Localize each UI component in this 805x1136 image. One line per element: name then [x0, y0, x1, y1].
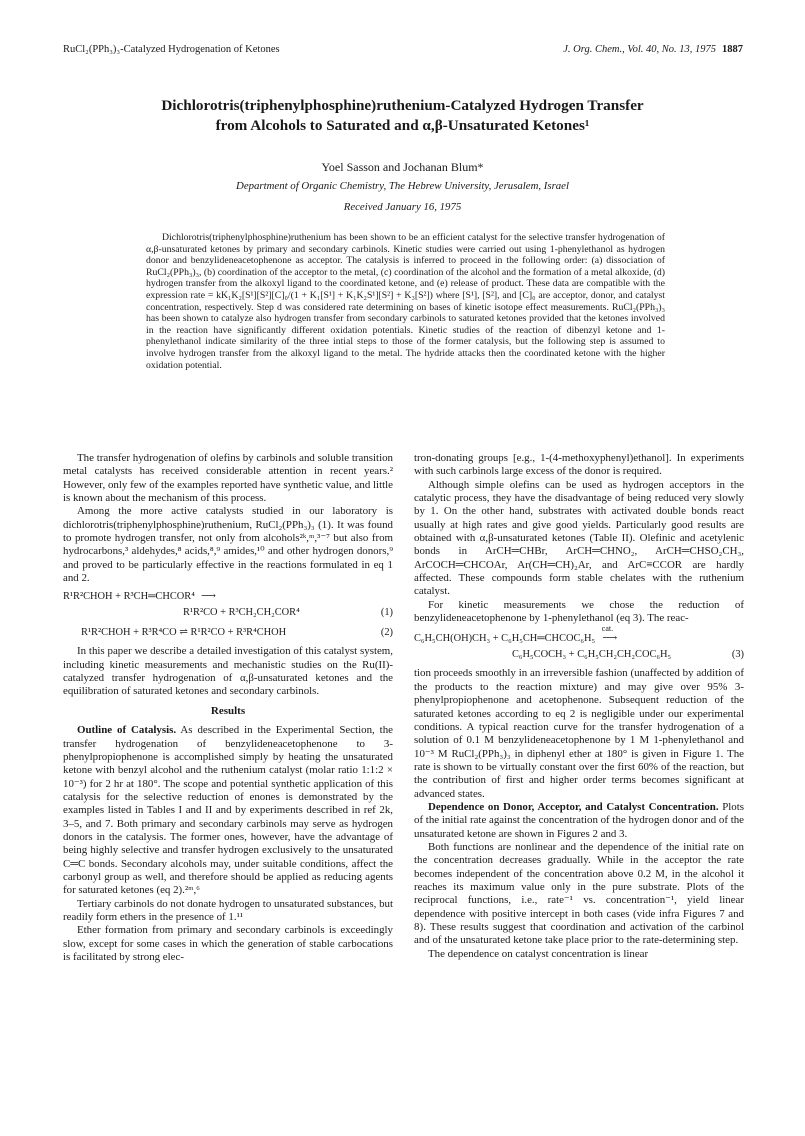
journal-citation: J. Org. Chem., Vol. 40, No. 13, 1975 1887: [563, 44, 743, 55]
runin-heading: Outline of Catalysis.: [77, 724, 177, 737]
section-heading-results: Results: [210, 704, 246, 717]
paragraph: Both functions are nonlinear and the dependence of the initial rate on the concentration decreases gradually. While in the acceptor the rate becomes independent of the concentration above 0.2 M, in the alcohol it reaches its maximum value only in the pure substrate. Plots of the reciprocal functions, i.e., rate⁻¹ vs. concentration⁻¹, yield linear dependence with positive intercept in both cases (vide infra Figures 7 and 8). These results suggest that coordination and activation of the carbinol and of the unsaturated ketone take place prior to the rate-determining step.: [414, 840, 744, 947]
equation-3: C₆H₅CH(OH)CH₃ + C₆H₅CH═CHCOC₆H₅ cat. ⟶ C₆H₅COCH₃ + C₆H₅CH₂CH₂COC₆H₅ (3): [414, 631, 744, 663]
running-title: RuCl₂(PPh₃)₃-Catalyzed Hydrogenation of Ketones: [63, 44, 280, 55]
paragraph: Tertiary carbinols do not donate hydrogen to unsaturated substances, but readily form ethers in the presence of 1.¹¹: [63, 897, 393, 923]
equation-number: (1): [380, 607, 393, 619]
paragraph: For kinetic measurements we chose the reduction of benzylideneacetophenone by 1-phenylethanol (eq 3). The reac-: [414, 598, 744, 625]
article-title: Dichlorotris(triphenylphosphine)ruthenium-Catalyzed Hydrogen Transfer from Alcohols to Saturated and α,β-Unsaturated Ketones¹: [161, 97, 644, 134]
paragraph: tron-donating groups [e.g., 1-(4-methoxyphenyl)ethanol]. In experiments with such carbinols large excess of the donor is required.: [414, 452, 744, 478]
received-date: Received January 16, 1975: [343, 201, 462, 213]
equation-2: R¹R²CHOH + R³R⁴CO ⇌ R¹R²CO + R³R⁴CHOH (2): [63, 625, 393, 641]
runin-heading: Dependence on Donor, Acceptor, and Catalyst Concentration.: [428, 800, 719, 813]
abstract: Dichlorotris(triphenylphosphine)ruthenium has been shown to be an efficient catalyst for the selective transfer hydrogenation of α,β-unsaturated ketones by primary and secondary carbinols. Kinetic studies were carried out using 1-phenylethanol as hydrogen donor and benzylideneacetophenone as acceptor. The catalysis is inferred to proceed in the following order: (a) dissociation of RuCl₂(PPh₃)₃, (b) coordination of the acceptor to the metal, (c) coordination of the alcohol and the formation of a metal alkoxide, (d) hydrogen transfer from the alkoxyl ligand to the coordinated ketone, and (e) release of product. These data are compatible with the expression rate = kK₁K₂[S¹][S²][C]₀/(1 + K₁[S¹] + K₁K₂S¹][S²] + K₃[S²]) where [S¹], [S²], and [C]₀ are acceptor, donor, and catalyst concentration, respectively. Step d was considered rate determining on bases of kinetic isotope effect measurements. RuCl₂(PPh₃)₃ has been shown to catalyze also hydrogen transfer from secondary carbinols to saturated ketones provided that the ketones involved in the reaction have significantly different oxidation potentials. Kinetic studies of the reaction of dibenzyl ketone and 1-phenylethanol indicate similarity of the three intial steps to those of the former catalysis, but the following step is assumed to involve hydrogen transfer from the alkoxyl ligand to the metal. The hydride attacks then the coordinated ketone with the higher oxidation potential.: [146, 232, 665, 371]
equation-number: (3): [731, 649, 744, 661]
paragraph: Dependence on Donor, Acceptor, and Catalyst Concentration. Plots of the initial rate against the concentration of the hydrogen donor and of the unsaturated ketone are shown in Figures 2 and 3.: [414, 800, 744, 840]
paragraph: Ether formation from primary and secondary carbinols is exceedingly slow, except for some cases in which the generation of stable carbocations is facilitated by strong elec-: [63, 924, 393, 963]
authors: Yoel Sasson and Jochanan Blum*: [321, 160, 484, 174]
left-column: [63, 452, 393, 964]
equation-number: (2): [380, 627, 393, 639]
equation-1: R¹R²CHOH + R³CH═CHCOR⁴ ⟶ R¹R²CO + R³CH₂CH₂COR⁴ (1): [63, 589, 393, 621]
paragraph: Outline of Catalysis. As described in the Experimental Section, the transfer hydrogenation of benzylideneacetophenone to 3-phenylpropiophenone is accomplished simply by heating the unsaturated ketone with benzyl alcohol and the ruthenium catalyst (molar ratio 1:1:2 × 10⁻³) for 2 hr at 180°. The scope and potential synthetic application of this catalysis for the selective reduction of enones is demonstrated by the examples listed in Tables I and II and by experiments described in ref 2k, 3–5, and 7. Both primary and secondary carbinols may serve as hydrogen donors in the catalysis. The former ones, however, have the advantage of being highly selective and transfer hydrogen exclusively to the unsaturated C═C bonds. Secondary alcohols may, under suitable conditions, affect the carbonyl group as well, and therefore should be applied as reducing agents for saturated ketones (eq 2).²ᵐ,⁶: [63, 724, 393, 897]
running-header: [63, 44, 743, 60]
paragraph: The dependence on catalyst concentration is linear: [428, 947, 649, 960]
page-number: 1887: [722, 44, 743, 55]
paragraph: In this paper we describe a detailed investigation of this catalyst system, including kinetic measurements and mechanistic studies on the Ru(II)-catalyzed transfer hydrogenation of α,β-unsaturated ketones and the equilibration of saturated ketones and secondary carbinols.: [63, 645, 393, 698]
paragraph: Although simple olefins can be used as hydrogen acceptors in the catalytic process, they have the disadvantage of being reduced very slowly by 1. On the other hand, substrates with activated double bonds react usually at high rates and give good yields. Particularly good results are obtained with α,β-unsaturated ketones (Table II). Olefinic and acetylenic bonds in ArCH═CHBr, ArCH═CHNO₂, ArCH═CHSO₂CH₃, ArCOCH═CHCOAr, Ar(CH═CH)₂Ar, and ArC≡CCOR are hardly affected. These compounds form stable chelates with the ruthenium catalyst.: [414, 478, 744, 598]
paragraph: Among the more active catalysts studied in our laboratory is dichlorotris(triphenylphosphine)ruthenium, RuCl₂(PPh₃)₃ (1). It was found to promote hydrogen transfer, not only from alcohols²ᵏ,ᵐ,³⁻⁷ but also from hydrocarbons,³ aldehydes,⁸ acids,⁸,⁹ amides,¹⁰ and other hydrogen donors,⁹ and proved to be particularly effective in the reactions formulated in eq 1 and 2.: [63, 505, 393, 585]
affiliation: Department of Organic Chemistry, The Hebrew University, Jerusalem, Israel: [236, 180, 569, 192]
right-column: [414, 452, 744, 961]
paragraph: The transfer hydrogenation of olefins by carbinols and soluble transition metal catalysts has received considerable attention in recent years.² However, only few of the examples reported have synthetic value, and little is known about the mechanism of this process.: [63, 452, 393, 505]
paragraph: tion proceeds smoothly in an irreversible fashion (unaffected by addition of the products to the reaction mixture) and may give over 95% 3-phenylpropiophenone and acetophenone. Subsequent reduction of the saturated ketones according to eq 2 is negligible under our experimental conditions. A typical reaction curve for the transfer hydrogenation of a solution of 0.1 M benzylideneacetophenone by 1 M 1-phenylethanol and 10⁻³ M RuCl₂(PPh₃)₃ in diphenyl ether at 180° is given in Figure 1. The rate is shown to be virtually constant over the first 60% of the reaction, but the contribution of first and higher order terms becomes significant at advanced states.: [414, 667, 744, 800]
